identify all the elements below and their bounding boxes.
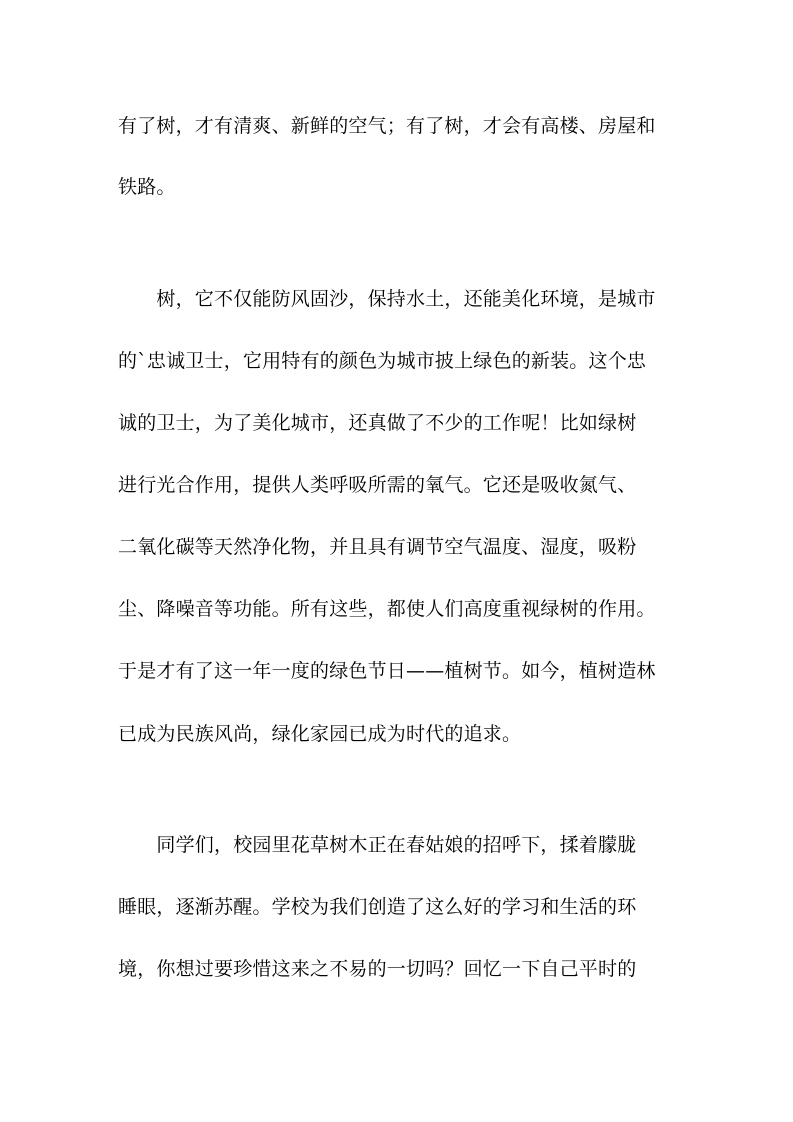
- text-line: 铁路。: [118, 176, 176, 198]
- text-line: 于是才有了这一年一度的绿色节日——植树节。如今，植树造林: [118, 660, 656, 682]
- text-line: 境，你想过要珍惜这来之不易的一切吗？回忆一下自己平时的: [118, 958, 637, 980]
- text-line: 树，它不仅能防风固沙，保持水土，还能美化环境，是城市: [118, 288, 656, 310]
- text-line: 诚的卫士，为了美化城市，还真做了不少的工作呢！比如绿树: [118, 412, 637, 434]
- text-line: 尘、降噪音等功能。所有这些，都使人们高度重视绿树的作用。: [118, 598, 656, 620]
- text-line: 进行光合作用，提供人类呼吸所需的氧气。它还是吸收氮气、: [118, 474, 637, 496]
- text-line: 的`忠诚卫士，它用特有的颜色为城市披上绿色的新装。这个忠: [118, 350, 647, 372]
- text-line: 同学们，校园里花草树木正在春姑娘的招呼下，揉着朦胧: [118, 834, 637, 856]
- text-line: 已成为民族风尚，绿化家园已成为时代的追求。: [118, 723, 522, 745]
- text-line: 二氧化碳等天然净化物，并且具有调节空气温度、湿度，吸粉: [118, 536, 637, 558]
- text-line: 睡眼，逐渐苏醒。学校为我们创造了这么好的学习和生活的环: [118, 896, 637, 918]
- text-line: 有了树，才有清爽、新鲜的空气；有了树，才会有高楼、房屋和: [118, 115, 656, 137]
